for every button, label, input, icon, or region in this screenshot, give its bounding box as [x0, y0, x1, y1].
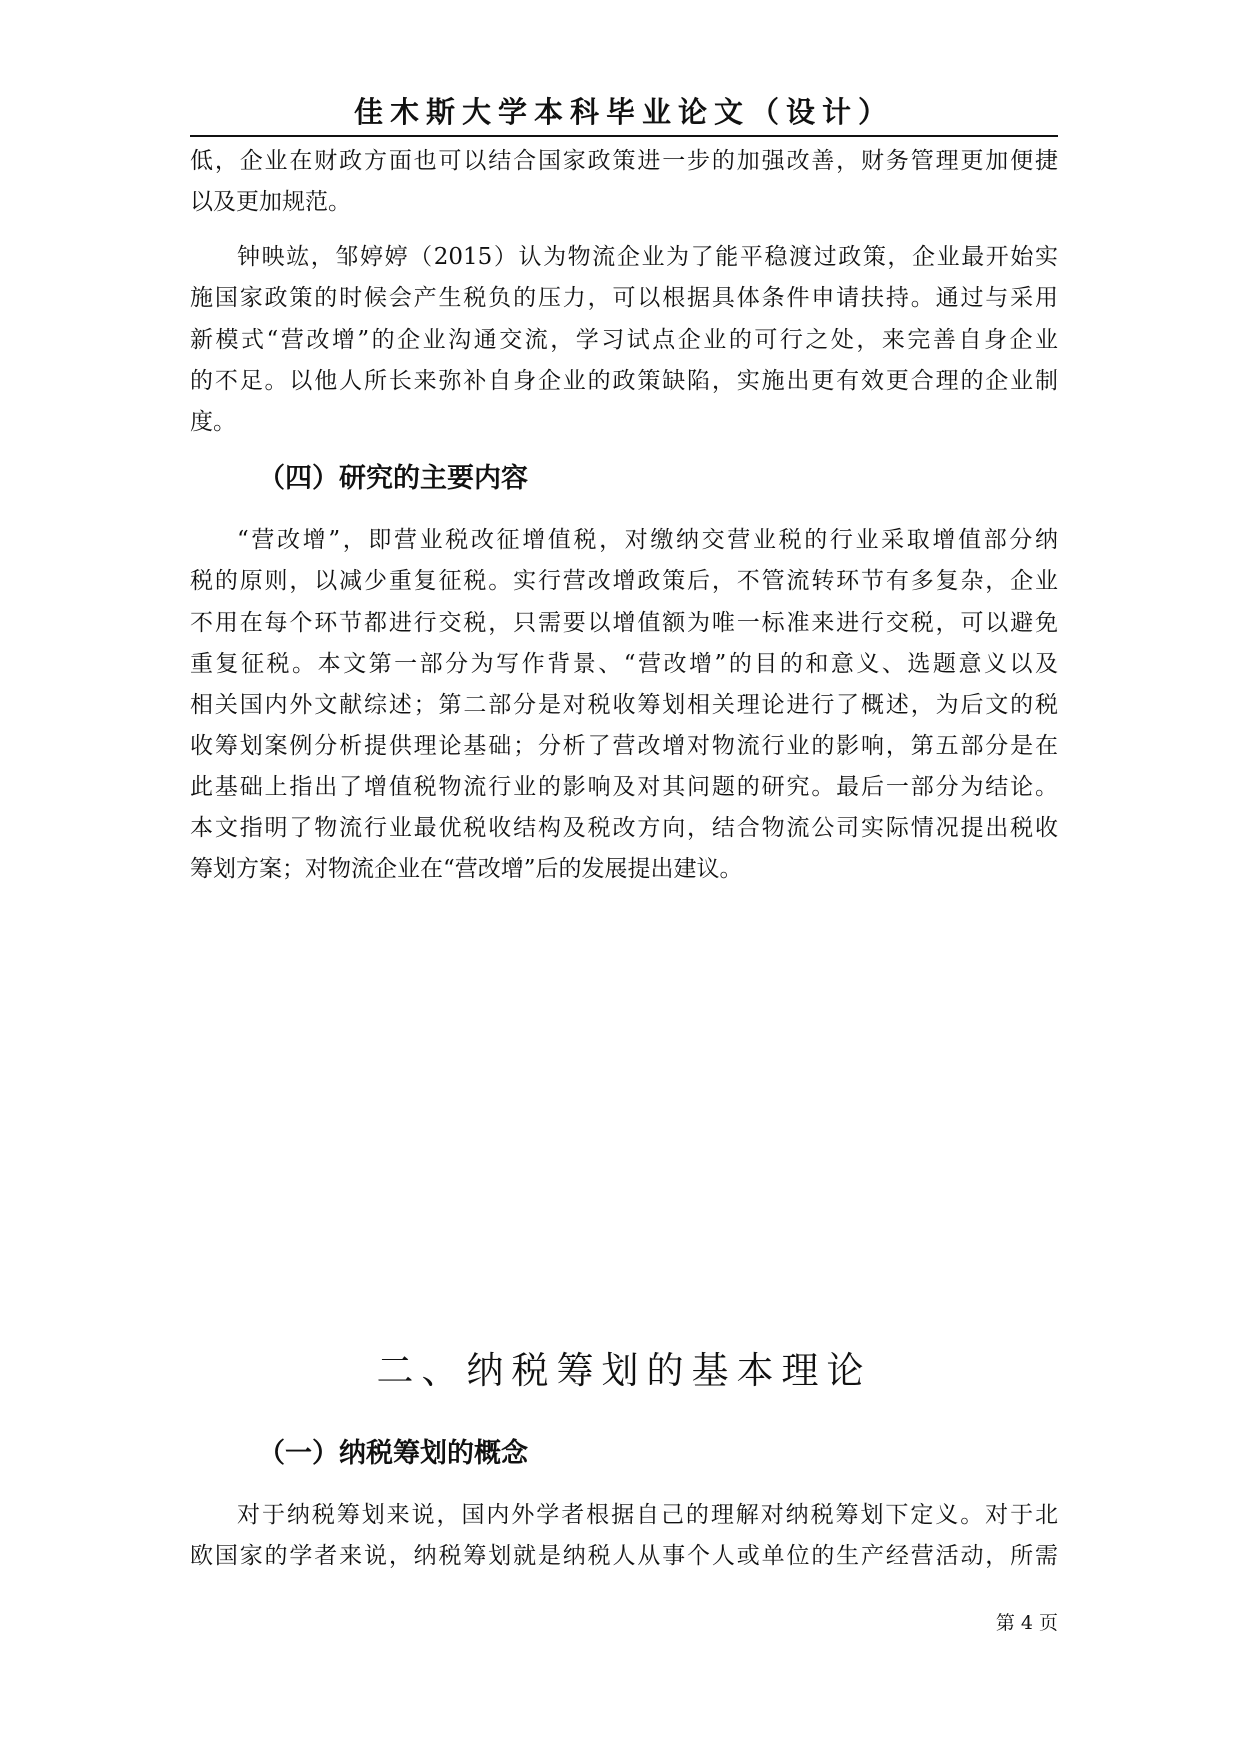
section-heading: （一）纳税筹划的概念	[258, 1438, 528, 1469]
running-header: 佳木斯大学本科毕业论文（设计）	[353, 95, 894, 129]
body-line: 此基础上指出了增值税物流行业的影响及对其问题的研究。最后一部分为结论。	[190, 774, 1058, 800]
body-line: 对于纳税筹划来说，国内外学者根据自己的理解对纳税筹划下定义。对于北	[237, 1502, 1058, 1528]
body-line: 相关国内外文献综述；第二部分是对税收筹划相关理论进行了概述，为后文的税	[190, 692, 1058, 718]
body-line: 钟映竑，邹婷婷（2015）认为物流企业为了能平稳渡过政策，企业最开始实	[237, 244, 1058, 270]
body-line: 以及更加规范。	[190, 189, 351, 215]
body-line: 不用在每个环节都进行交税，只需要以增值额为唯一标准来进行交税，可以避免	[190, 610, 1058, 636]
chapter-title: 二、纳税筹划的基本理论	[376, 1349, 872, 1392]
body-line: 的不足。以他人所长来弥补自身企业的政策缺陷，实施出更有效更合理的企业制	[190, 368, 1058, 394]
body-line: 新模式“营改增”的企业沟通交流，学习试点企业的可行之处，来完善自身企业	[190, 327, 1058, 353]
body-line: 收筹划案例分析提供理论基础；分析了营改增对物流行业的影响，第五部分是在	[190, 733, 1058, 759]
body-line: 重复征税。本文第一部分为写作背景、“营改增”的目的和意义、选题意义以及	[190, 651, 1058, 677]
body-line: “营改增”，即营业税改征增值税，对缴纳交营业税的行业采取增值部分纳	[237, 527, 1058, 553]
body-line: 度。	[190, 409, 236, 435]
body-line: 低，企业在财政方面也可以结合国家政策进一步的加强改善，财务管理更加便捷	[190, 148, 1058, 174]
body-line: 欧国家的学者来说，纳税筹划就是纳税人从事个人或单位的生产经营活动，所需	[190, 1543, 1058, 1569]
body-line: 施国家政策的时候会产生税负的压力，可以根据具体条件申请扶持。通过与采用	[190, 285, 1058, 311]
body-line: 本文指明了物流行业最优税收结构及税改方向，结合物流公司实际情况提出税收	[190, 815, 1058, 841]
page-number: 第 4 页	[995, 1612, 1058, 1634]
body-line: 筹划方案；对物流企业在“营改增”后的发展提出建议。	[190, 856, 743, 882]
header-rule	[190, 135, 1058, 137]
body-line: 税的原则，以减少重复征税。实行营改增政策后，不管流转环节有多复杂，企业	[190, 568, 1058, 594]
section-heading: （四）研究的主要内容	[258, 463, 528, 494]
